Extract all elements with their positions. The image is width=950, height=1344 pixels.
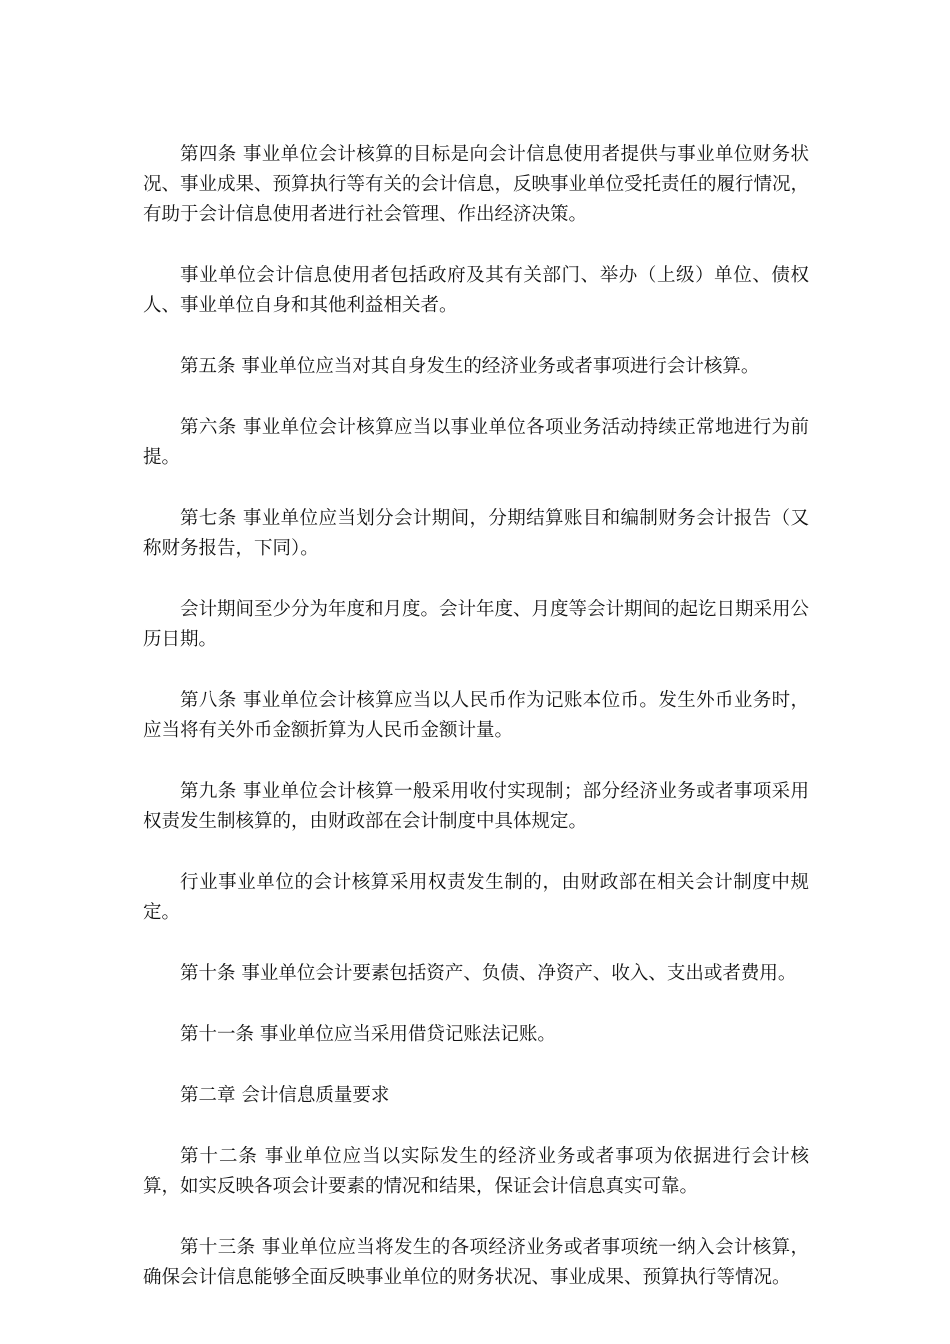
paragraph-info-users: 事业单位会计信息使用者包括政府及其有关部门、举办（上级）单位、债权人、事业单位自身和其他利益相关者。 bbox=[143, 265, 809, 316]
paragraph-article-7: 第七条 事业单位应当划分会计期间，分期结算账目和编制财务会计报告（又称财务报告，下同）。 bbox=[143, 508, 809, 559]
paragraph-accounting-period: 会计期间至少分为年度和月度。会计年度、月度等会计期间的起讫日期采用公历日期。 bbox=[143, 599, 810, 650]
paragraph-article-6: 第六条 事业单位会计核算应当以事业单位各项业务活动持续正常地进行为前提。 bbox=[143, 417, 809, 468]
document-body bbox=[143, 140, 809, 1324]
paragraph-accrual-basis: 行业事业单位的会计核算采用权责发生制的，由财政部在相关会计制度中规定。 bbox=[143, 872, 809, 923]
paragraph-article-4: 第四条 事业单位会计核算的目标是向会计信息使用者提供与事业单位财务状况、事业成果、预算执行等有关的会计信息，反映事业单位受托责任的履行情况，有助于会计信息使用者进行社会管理、作出经济决策。 bbox=[143, 144, 810, 225]
paragraph-article-13: 第十三条 事业单位应当将发生的各项经济业务或者事项统一纳入会计核算，确保会计信息能够全面反映事业单位的财务状况、事业成果、预算执行等情况。 bbox=[143, 1237, 809, 1288]
paragraph-article-5: 第五条 事业单位应当对其自身发生的经济业务或者事项进行会计核算。 bbox=[180, 356, 760, 377]
paragraph-article-10: 第十条 事业单位会计要素包括资产、负债、净资产、收入、支出或者费用。 bbox=[180, 963, 797, 984]
paragraph-article-9: 第九条 事业单位会计核算一般采用收付实现制；部分经济业务或者事项采用权责发生制核算的，由财政部在会计制度中具体规定。 bbox=[143, 781, 809, 832]
chapter-heading: 第二章 会计信息质量要求 bbox=[180, 1085, 390, 1106]
paragraph-article-8: 第八条 事业单位会计核算应当以人民币作为记账本位币。发生外币业务时，应当将有关外币金额折算为人民币金额计量。 bbox=[143, 690, 809, 741]
paragraph-article-12: 第十二条 事业单位应当以实际发生的经济业务或者事项为依据进行会计核算，如实反映各项会计要素的情况和结果，保证会计信息真实可靠。 bbox=[143, 1146, 809, 1197]
paragraph-article-11: 第十一条 事业单位应当采用借贷记账法记账。 bbox=[180, 1024, 556, 1045]
